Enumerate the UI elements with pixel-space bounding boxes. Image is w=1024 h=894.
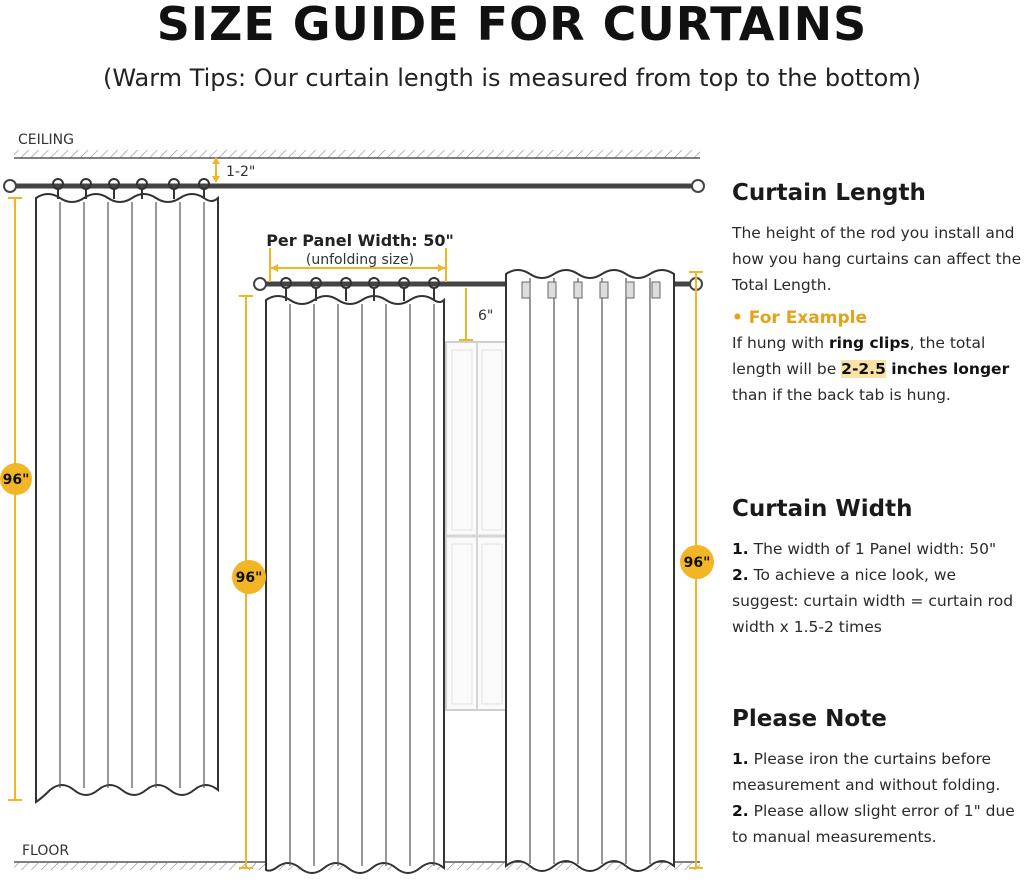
note-heading: Please Note <box>732 706 887 732</box>
page-title: SIZE GUIDE FOR CURTAINS <box>156 0 868 51</box>
width-item-2 <box>732 562 1024 640</box>
ceiling-label: CEILING <box>18 132 74 148</box>
example-prefix: If hung with <box>732 334 830 352</box>
note-item-1-text: Please iron the curtains before measurement and without folding. <box>732 750 1001 794</box>
window-frame <box>446 342 508 710</box>
width-item-1-num: 1. <box>732 540 749 558</box>
note-item-1 <box>732 746 1024 798</box>
note-section <box>732 706 1024 850</box>
curtain-middle <box>266 296 444 873</box>
width-item-2-num: 2. <box>732 566 749 584</box>
note-item-1-num: 1. <box>732 750 749 768</box>
example-middle: , the total length will be <box>732 334 986 378</box>
example-body <box>732 330 1024 408</box>
length-line-left <box>8 198 22 800</box>
rod-gap-marker <box>212 157 220 183</box>
panel-width-label: Per Panel Width: 50" <box>266 231 454 250</box>
example-bold-2: inches longer <box>885 360 1010 378</box>
page-subtitle: (Warm Tips: Our curtain length is measured from top to the bottom) <box>102 64 922 92</box>
tab-drop-label: 6" <box>478 308 494 324</box>
length-badge-middle-text: 96" <box>235 570 263 586</box>
width-item-1-text: The width of 1 Panel width: 50" <box>748 540 997 558</box>
tab-drop-marker <box>459 288 473 340</box>
rod-gap-label: 1-2" <box>226 164 256 180</box>
width-heading: Curtain Width <box>732 496 913 522</box>
length-badge-left-text: 96" <box>2 472 30 488</box>
length-section <box>732 180 1024 408</box>
note-item-2-num: 2. <box>732 802 749 820</box>
example-heading: • For Example <box>732 308 867 328</box>
example-highlight: 2-2.5 <box>841 360 886 378</box>
panel-width-note: (unfolding size) <box>305 252 415 268</box>
length-body: The height of the rod you install and how you hang curtains can affect the Total Length. <box>732 224 1022 294</box>
width-item-1 <box>732 536 1024 562</box>
floor-label: FLOOR <box>22 843 70 859</box>
curtain-left <box>36 194 218 802</box>
example-bold: ring clips <box>829 334 910 352</box>
width-item-2-text: To achieve a nice look, we suggest: curtain width = curtain rod width x 1.5-2 times <box>732 566 1014 636</box>
note-item-2 <box>732 798 1024 850</box>
note-item-2-text: Please allow slight error of 1" due to manual measurements. <box>732 802 1015 846</box>
curtain-right <box>506 270 674 871</box>
width-section <box>732 496 1024 640</box>
ceiling-hatch <box>14 150 700 158</box>
length-badge-right-text: 96" <box>683 555 711 571</box>
example-suffix: than if the back tab is hung. <box>732 386 951 404</box>
length-heading: Curtain Length <box>732 180 926 206</box>
